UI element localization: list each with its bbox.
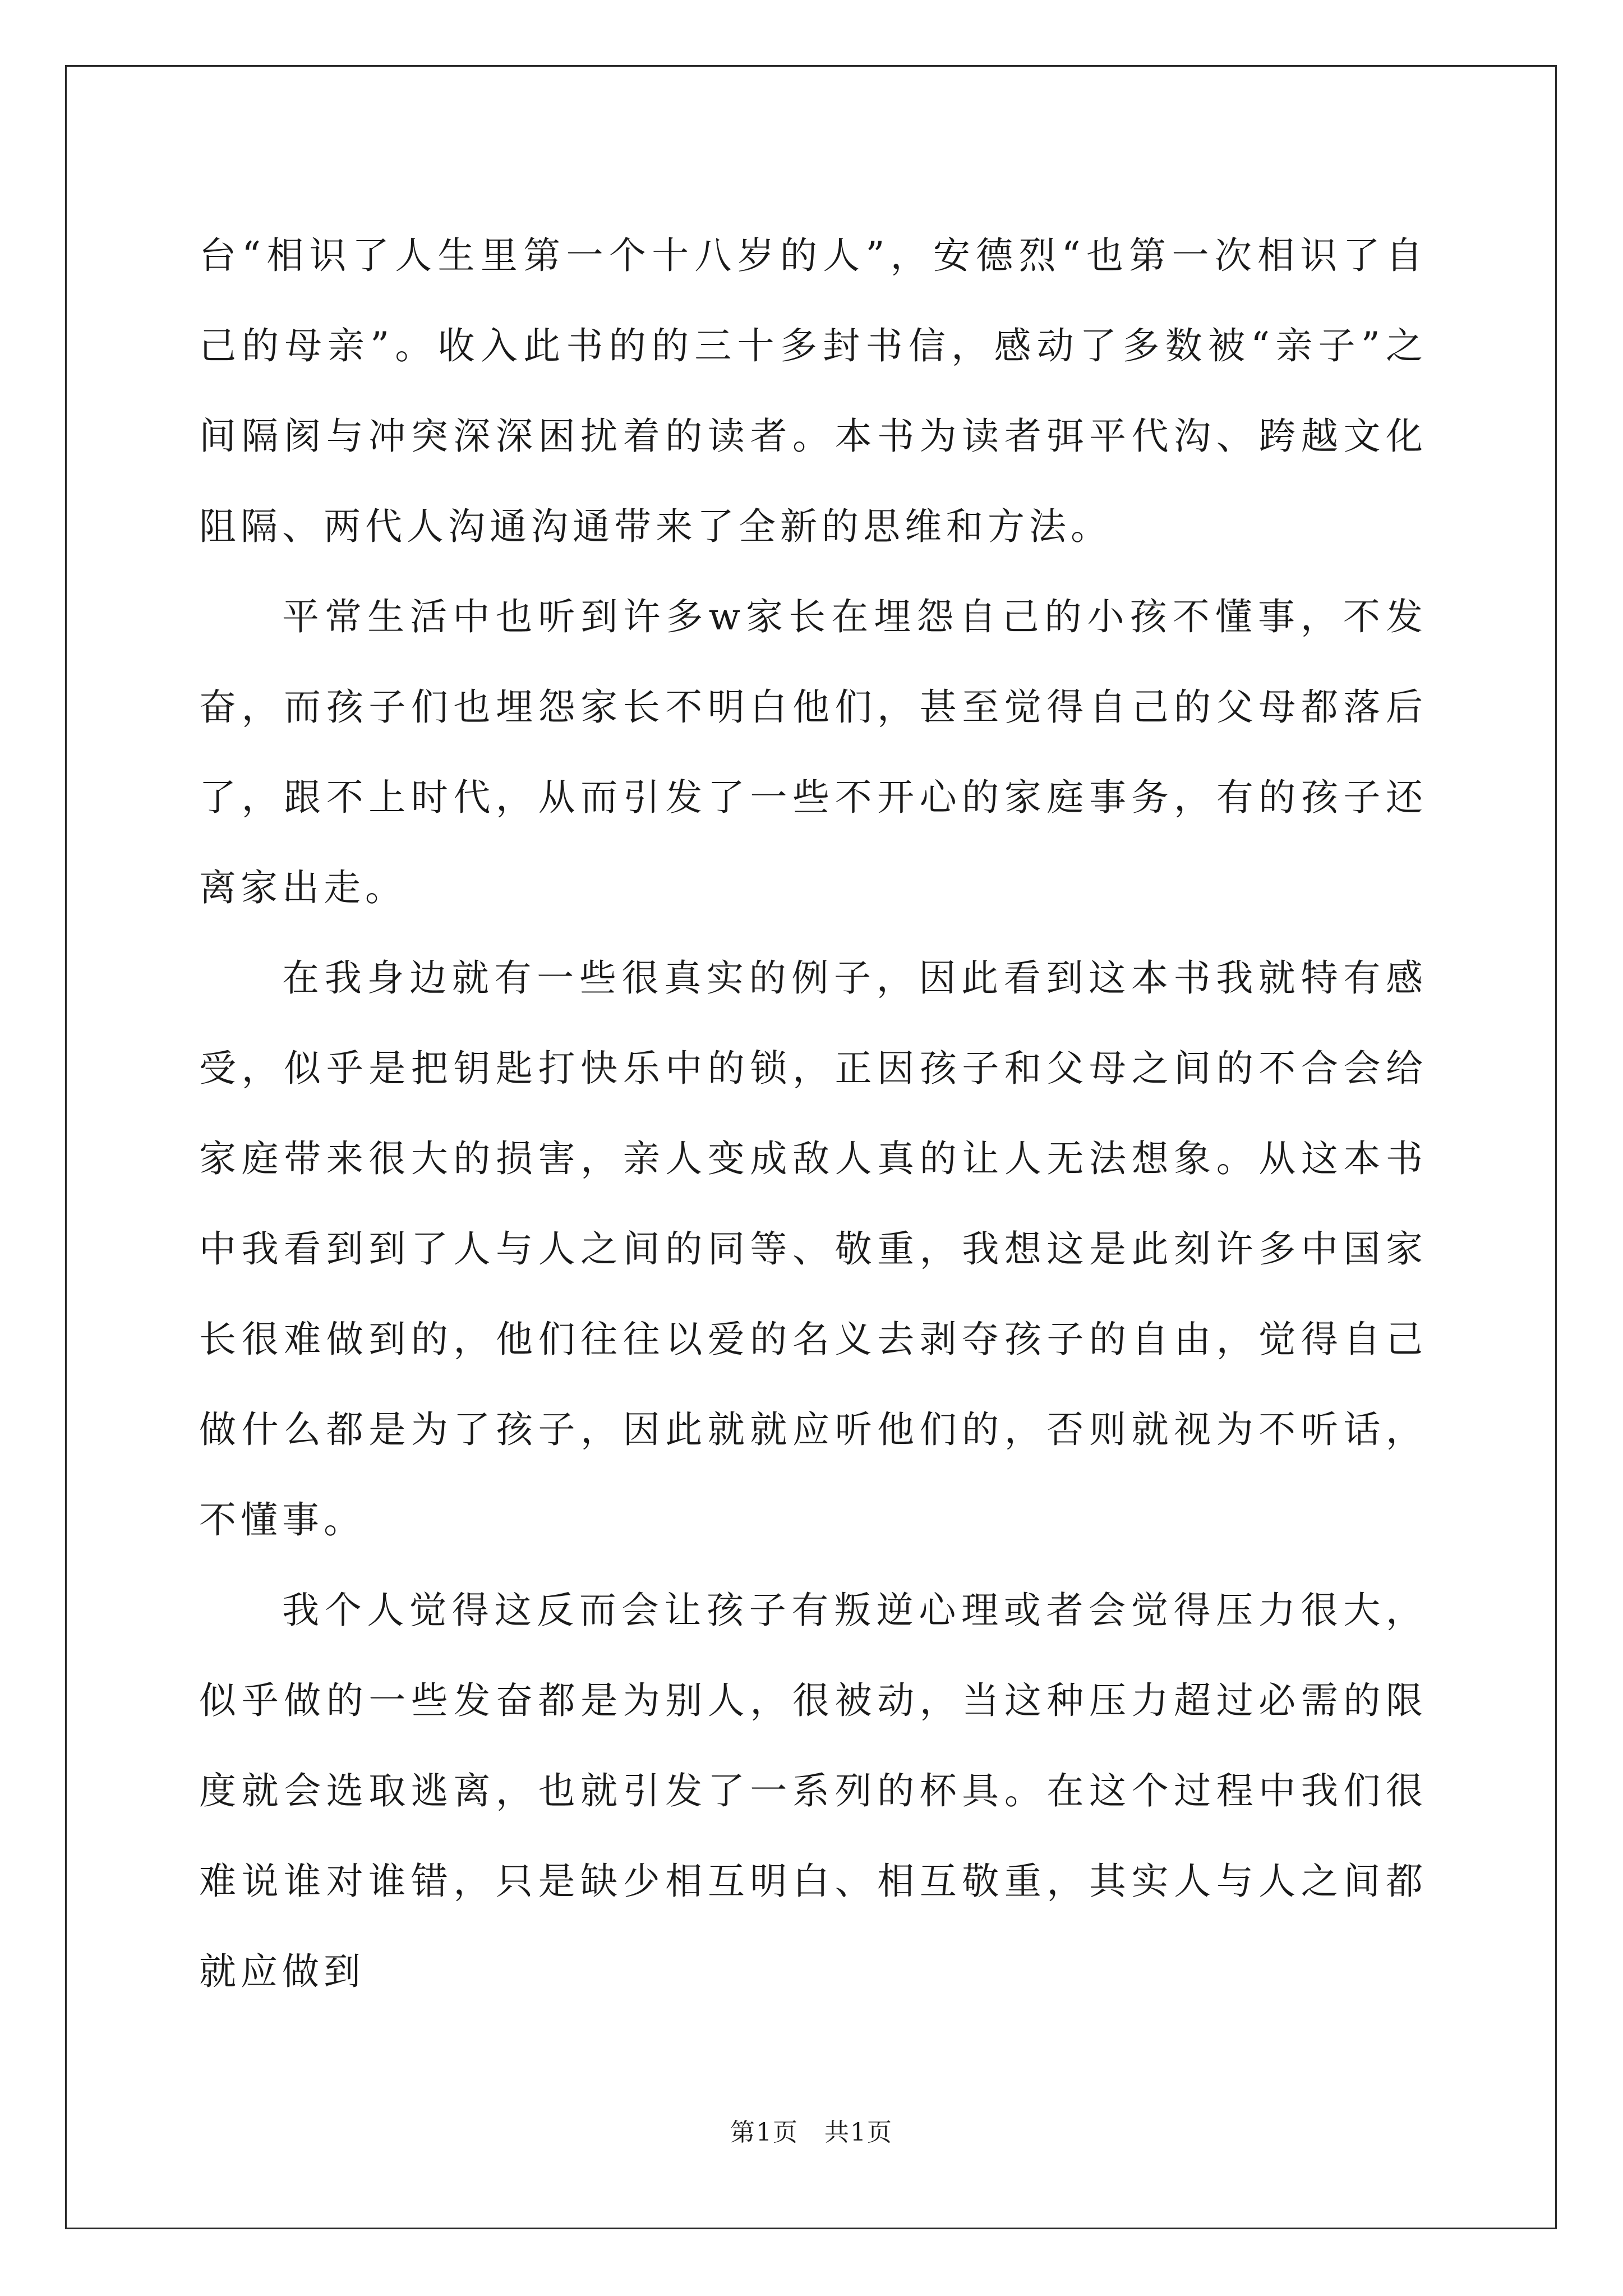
document-body: [199, 210, 1427, 2017]
paragraph-2: 平常生活中也听到许多w家长在埋怨自己的小孩不懂事，不发奋，而孩子们也埋怨家长不明白他们，甚至觉得自己的父母都落后了，跟不上时代，从而引发了一些不开心的家庭事务，有的孩子还离家出走。: [199, 595, 1427, 909]
page-footer: 第1页 共1页: [730, 2118, 893, 2147]
paragraph-3: 在我身边就有一些很真实的例子，因此看到这本书我就特有感受，似乎是把钥匙打快乐中的锁，正因孩子和父母之间的不合会给家庭带来很大的损害，亲人变成敌人真的让人无法想象。从这本书中我看到到了人与人之间的同等、敬重，我想这是此刻许多中国家长很难做到的，他们往往以爱的名义去剥夺孩子的自由，觉得自己做什么都是为了孩子，因此就就应听他们的，否则就视为不听话，不懂事。: [199, 956, 1427, 1542]
paragraph-4: 我个人觉得这反而会让孩子有叛逆心理或者会觉得压力很大，似乎做的一些发奋都是为别人，很被动，当这种压力超过必需的限度就会选取逃离，也就引发了一系列的杯具。在这个过程中我们很难说谁对谁错，只是缺少相互明白、相互敬重，其实人与人之间都就应做到: [199, 1589, 1427, 1993]
paragraph-1: 台“相识了人生里第一个十八岁的人”，安德烈“也第一次相识了自己的母亲”。收入此书的的三十多封书信，感动了多数被“亲子”之间隔阂与冲突深深困扰着的读者。本书为读者弭平代沟、跨越文化阻隔、两代人沟通沟通带来了全新的思维和方法。: [199, 234, 1427, 548]
